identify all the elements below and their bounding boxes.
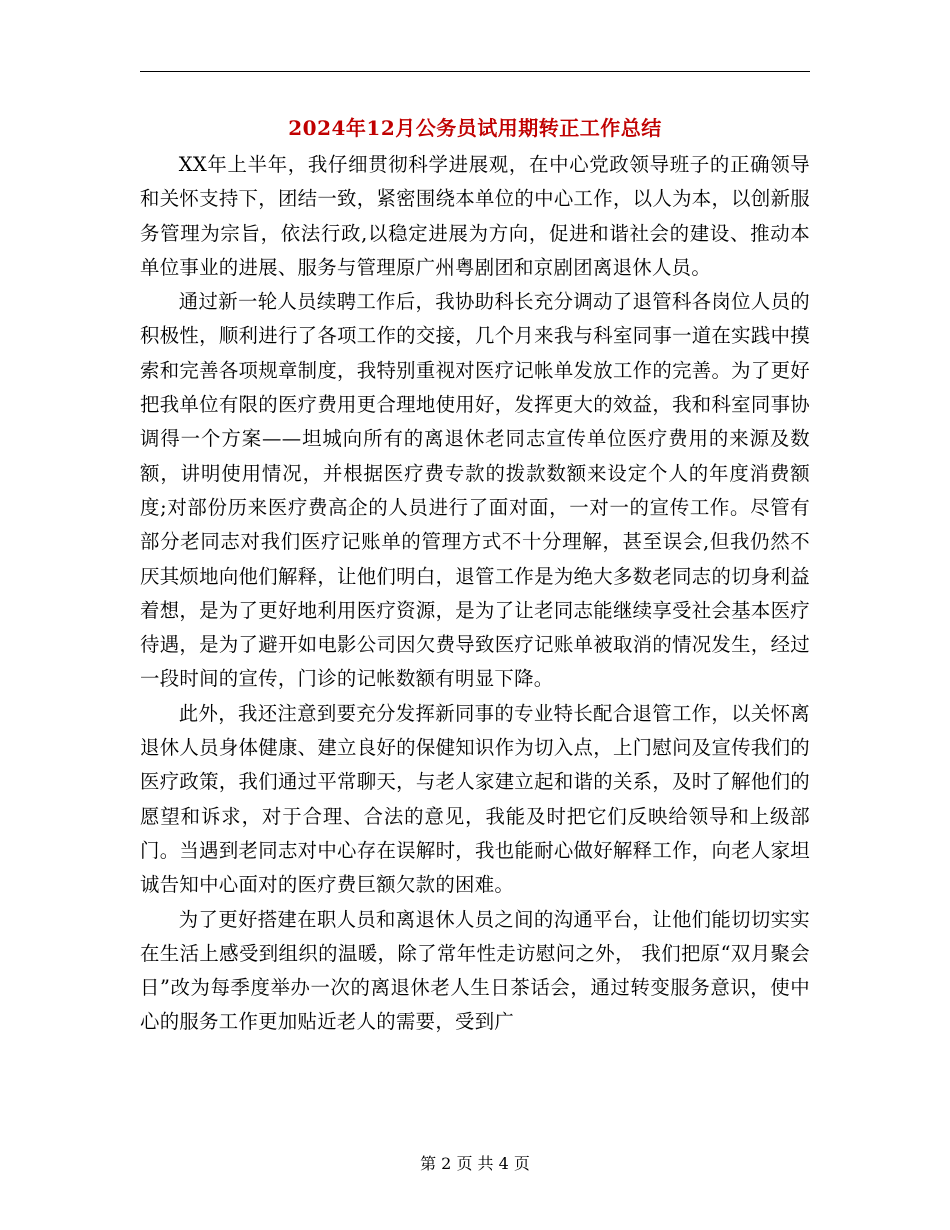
paragraph-3: 此外，我还注意到要充分发挥新同事的专业特长配合退管工作，以关怀离退休人员身体健康、建立良好的保健知识作为切入点，上门慰问及宣传我们的医疗政策，我们通过平常聊天，与老人家建立起和谐的关系，及时了解他们的愿望和诉求，对于合理、合法的意见，我能及时把它们反映给领导和上级部门。当遇到老同志对中心存在误解时，我也能耐心做好解释工作，向老人家坦诚告知中心面对的医疗费巨额欠款的困难。: [140, 701, 810, 897]
header-rule: [140, 71, 810, 72]
paragraph-2: 通过新一轮人员续聘工作后，我协助科长充分调动了退管科各岗位人员的积极性，顺利进行了各项工作的交接，几个月来我与科室同事一道在实践中摸索和完善各项规章制度，我特别重视对医疗记帐单发放工作的完善。为了更好把我单位有限的医疗费用更合理地使用好，发挥更大的效益，我和科室同事协调得一个方案——坦城向所有的离退休老同志宣传单位医疗费用的来源及数额，讲明使用情况，并根据医疗费专款的拨款数额来设定个人的年度消费额度;对部份历来医疗费高企的人员进行了面对面，一对一的宣传工作。尽管有部分老同志对我们医疗记账单的管理方式不十分理解，甚至误会,但我仍然不厌其烦地向他们解释，让他们明白，退管工作是为绝大多数老同志的切身利益着想，是为了更好地利用医疗资源，是为了让老同志能继续享受社会基本医疗待遇，是为了避开如电影公司因欠费导致医疗记账单被取消的情况发生，经过一段时间的宣传，门诊的记帐数额有明显下降。: [140, 290, 810, 691]
paragraph-1: XX年上半年，我仔细贯彻科学进展观，在中心党政领导班子的正确领导和关怀支持下，团结一致，紧密围绕本单位的中心工作，以人为本，以创新服务管理为宗旨，依法行政,以稳定进展为方向，促进和谐社会的建设、推动本单位事业的进展、服务与管理原广州粤剧团和京剧团离退休人员。: [140, 153, 810, 279]
document-body: [140, 148, 810, 1040]
document-title: 2024年12月公务员试用期转正工作总结: [288, 116, 662, 140]
page-footer: 第 2 页 共 4 页: [420, 1154, 530, 1173]
paragraph-4: 为了更好搭建在职人员和离退休人员之间的沟通平台，让他们能切切实实在生活上感受到组织的温暖，除了常年性走访慰问之外， 我们把原“双月聚会日”改为每季度举办一次的离退休老人生日茶话会，通过转变服务意识，使中心的服务工作更加贴近老人的需要，受到广: [140, 907, 810, 1034]
